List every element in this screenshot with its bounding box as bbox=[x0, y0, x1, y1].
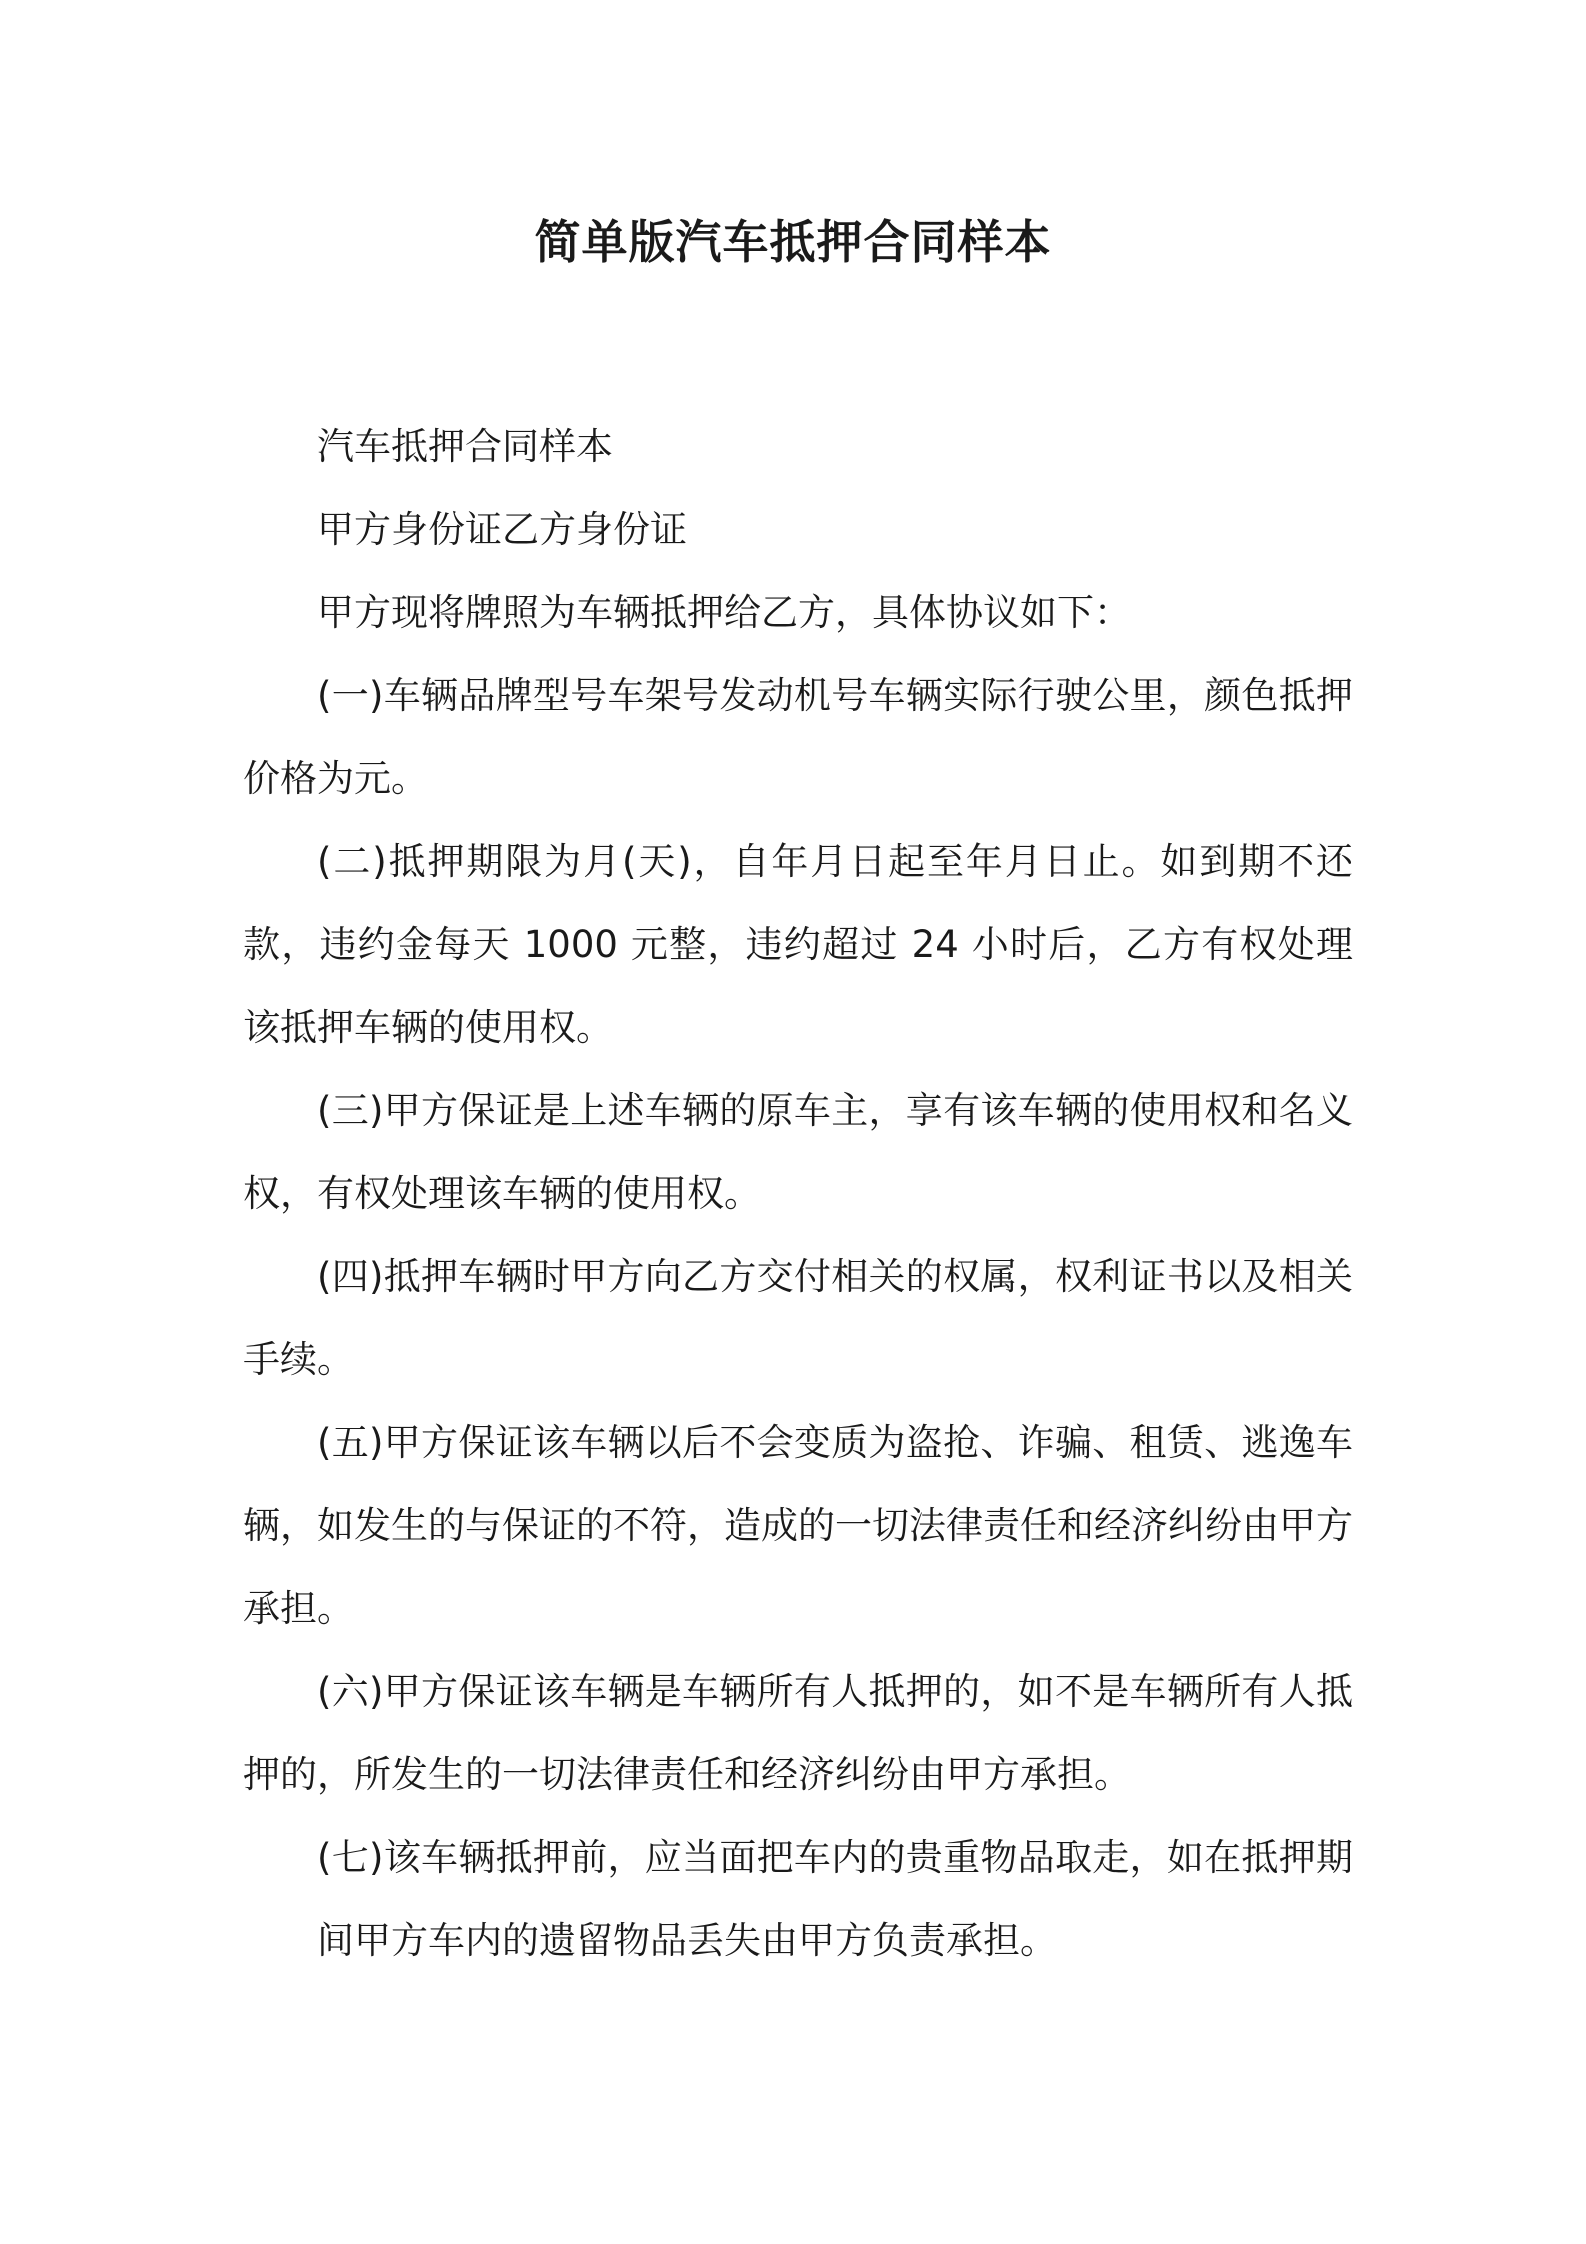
clause-3: (三)甲方保证是上述车辆的原车主，享有该车辆的使用权和名义权，有权处理该车辆的使用权。 bbox=[243, 1089, 1353, 1215]
document-title: 简单版汽车抵押合同样本 bbox=[534, 215, 1052, 269]
paragraph-parties: 甲方身份证乙方身份证 bbox=[317, 508, 687, 551]
clause-5: (五)甲方保证该车辆以后不会变质为盗抢、诈骗、租赁、逃逸车辆，如发生的与保证的不符，造成的一切法律责任和经济纠纷由甲方承担。 bbox=[243, 1421, 1353, 1630]
clause-7: (七)该车辆抵押前，应当面把车内的贵重物品取走，如在抵押期间甲方车内的遗留物品丢失由甲方负责承担。 bbox=[317, 1836, 1353, 1962]
paragraph-subtitle: 汽车抵押合同样本 bbox=[317, 425, 613, 468]
document-body bbox=[243, 405, 1353, 1982]
clause-4: (四)抵押车辆时甲方向乙方交付相关的权属，权利证书以及相关手续。 bbox=[243, 1255, 1353, 1381]
clause-2: (二)抵押期限为月(天)，自年月日起至年月日止。如到期不还款，违约金每天 1000 元整，违约超过 24 小时后，乙方有权处理该抵押车辆的使用权。 bbox=[243, 840, 1353, 1049]
paragraph-intro: 甲方现将牌照为车辆抵押给乙方，具体协议如下： bbox=[317, 591, 1131, 634]
clause-6: (六)甲方保证该车辆是车辆所有人抵押的，如不是车辆所有人抵押的，所发生的一切法律责任和经济纠纷由甲方承担。 bbox=[243, 1670, 1353, 1796]
clause-1: (一)车辆品牌型号车架号发动机号车辆实际行驶公里，颜色抵押价格为元。 bbox=[243, 674, 1353, 800]
